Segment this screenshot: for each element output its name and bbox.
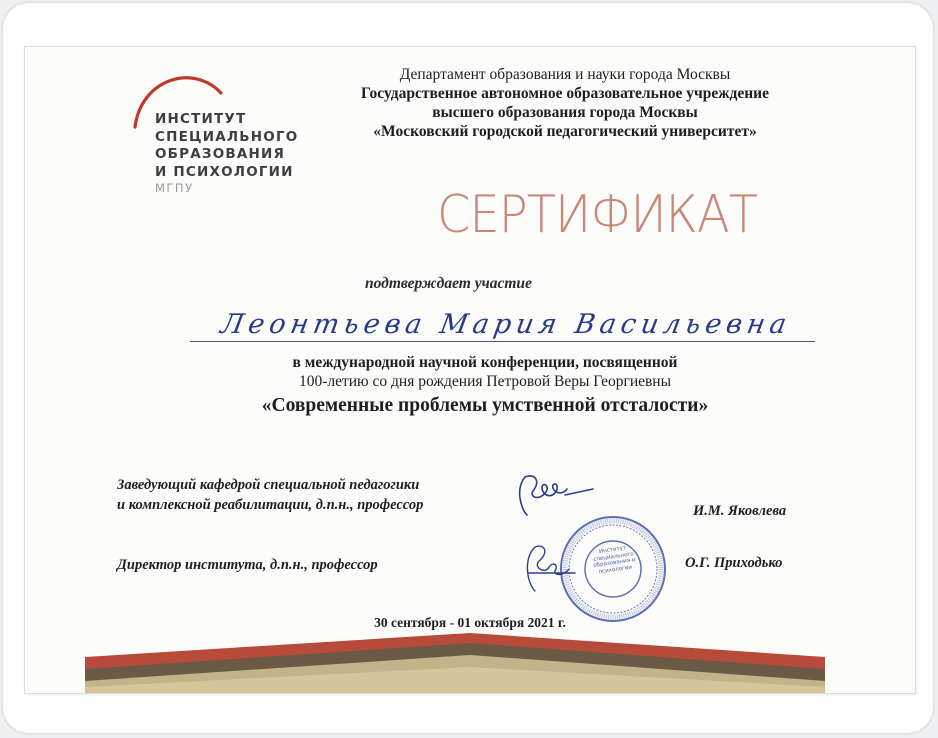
header-department: Департамент образования и науки города Москвы <box>399 66 731 83</box>
certificate-document <box>24 46 916 694</box>
name-underline <box>190 341 815 342</box>
signatory-1-position <box>117 475 423 515</box>
conference-info <box>235 353 735 419</box>
header-institution: Государственное автономное образовательное учреждение <box>361 85 769 102</box>
logo-text <box>155 111 298 196</box>
logo-line-4: И ПСИХОЛОГИИ <box>155 163 294 180</box>
event-date: 30 сентября - 01 октября 2021 г. <box>374 615 566 630</box>
signatory-2-name: О.Г. Приходько <box>685 555 783 571</box>
institute-logo <box>113 65 299 195</box>
logo-line-1: ИНСТИТУТ <box>155 111 247 127</box>
conference-title: «Современные проблемы умственной отсталости» <box>261 395 709 416</box>
logo-line-2: СПЕЦИАЛЬНОГО <box>155 128 299 145</box>
logo-line-3: ОБРАЗОВАНИЯ <box>155 146 286 162</box>
certificate-title: СЕРТИФИКАТ <box>437 185 758 245</box>
signatory-1-name: И.М. Яковлева <box>693 503 787 519</box>
header-university: «Московский городской педагогический университет» <box>373 123 757 140</box>
bottom-ribbon-decoration <box>25 633 915 693</box>
recipient-name: Леонтьева Мария Васильевна <box>218 309 794 340</box>
header-institution-level: высшего образования города Москвы <box>432 104 698 121</box>
conference-line-2: 100-летию со дня рождения Петровой Веры Георгиевны <box>298 373 672 390</box>
confirm-text: подтверждает участие <box>365 275 532 292</box>
conference-line-1: в международной научной конференции, посвященной <box>292 354 678 371</box>
signature-2-icon <box>515 539 595 599</box>
issuer-header <box>305 65 825 141</box>
stamp-center-text: Институт специального образования и психологии <box>592 545 636 575</box>
signatory-1-position-line-2: и комплексной реабилитации, д.п.н., профессор <box>117 497 424 513</box>
signatory-1-position-line-1: Заведующий кафедрой специальной педагогики <box>117 477 420 493</box>
logo-sub: МГПУ <box>155 181 194 195</box>
signatory-2-position: Директор института, д.п.н., профессор <box>117 557 378 573</box>
